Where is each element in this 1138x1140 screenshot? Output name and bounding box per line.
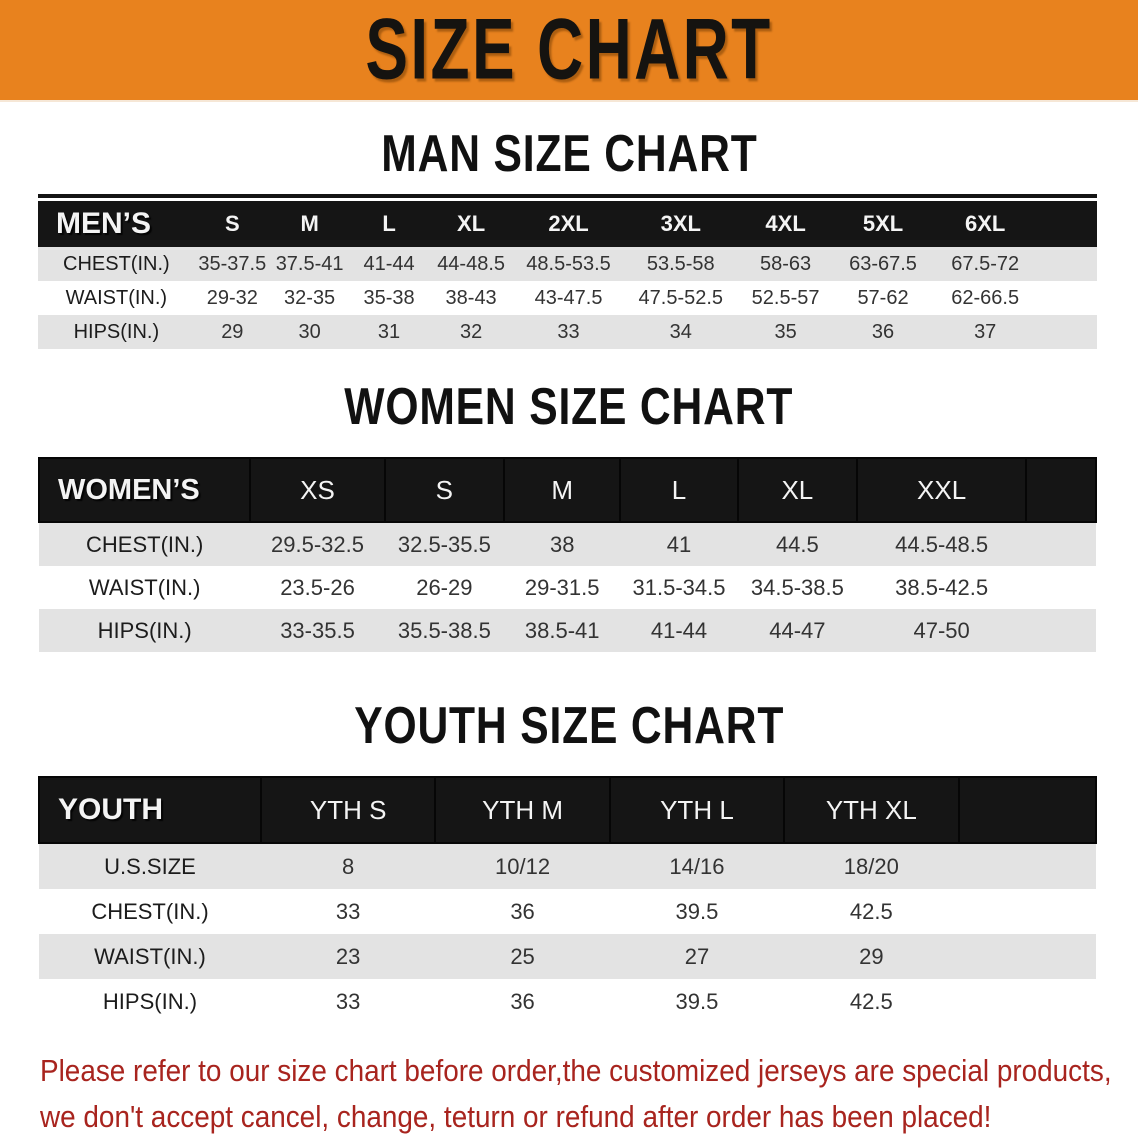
size-column-header: 3XL xyxy=(624,201,738,247)
size-value-cell: 29 xyxy=(195,315,270,349)
youth-size-table xyxy=(38,776,1097,1024)
table-row xyxy=(39,979,1096,1024)
table-corner-label: MEN’S xyxy=(38,201,195,247)
size-value-cell: 30 xyxy=(270,315,349,349)
size-value-cell: 44.5 xyxy=(738,522,857,566)
size-value-cell: 62-66.5 xyxy=(933,281,1038,315)
size-value-cell: 38 xyxy=(504,522,620,566)
size-value-cell: 33 xyxy=(513,315,623,349)
row-spacer xyxy=(959,889,1096,934)
size-value-cell: 35-38 xyxy=(349,281,428,315)
size-value-cell: 41 xyxy=(620,522,737,566)
table-row xyxy=(39,566,1096,609)
size-column-header: L xyxy=(620,458,737,522)
table-corner-label: WOMEN’S xyxy=(39,458,250,522)
size-value-cell: 29-32 xyxy=(195,281,270,315)
size-value-cell: 14/16 xyxy=(610,843,784,889)
row-spacer xyxy=(1026,566,1096,609)
size-value-cell: 26-29 xyxy=(385,566,504,609)
size-value-cell: 23 xyxy=(261,934,435,979)
size-column-header: XL xyxy=(738,458,857,522)
size-value-cell: 48.5-53.5 xyxy=(513,247,623,281)
size-value-cell: 10/12 xyxy=(435,843,609,889)
row-spacer xyxy=(1026,522,1096,566)
size-value-cell: 31.5-34.5 xyxy=(620,566,737,609)
size-column-header: YTH L xyxy=(610,777,784,843)
size-value-cell: 42.5 xyxy=(784,979,958,1024)
size-column-header: S xyxy=(385,458,504,522)
row-label: WAIST(IN.) xyxy=(38,281,195,315)
disclaimer-line-2: we don't accept cancel, change, teturn or refund after order has been placed! xyxy=(40,1099,992,1134)
size-value-cell: 43-47.5 xyxy=(513,281,623,315)
row-label: U.S.SIZE xyxy=(39,843,261,889)
size-value-cell: 63-67.5 xyxy=(833,247,933,281)
size-value-cell: 39.5 xyxy=(610,979,784,1024)
disclaimer xyxy=(40,1048,1138,1140)
header-spacer xyxy=(1026,458,1096,522)
table-row xyxy=(39,843,1096,889)
size-value-cell: 47-50 xyxy=(857,609,1026,652)
size-value-cell: 35-37.5 xyxy=(195,247,270,281)
size-column-header: L xyxy=(349,201,428,247)
size-value-cell: 39.5 xyxy=(610,889,784,934)
size-value-cell: 23.5-26 xyxy=(250,566,384,609)
row-spacer xyxy=(959,934,1096,979)
women-size-table-wrap xyxy=(38,457,1097,652)
size-value-cell: 25 xyxy=(435,934,609,979)
table-row xyxy=(38,281,1097,315)
table-corner-label: YOUTH xyxy=(39,777,261,843)
row-spacer xyxy=(1038,315,1097,349)
men-size-table xyxy=(38,201,1097,349)
size-value-cell: 36 xyxy=(435,889,609,934)
size-value-cell: 38.5-42.5 xyxy=(857,566,1026,609)
youth-section-heading xyxy=(0,697,1138,755)
header-row xyxy=(38,201,1097,247)
size-value-cell: 33 xyxy=(261,889,435,934)
size-value-cell: 42.5 xyxy=(784,889,958,934)
size-column-header: 4XL xyxy=(738,201,833,247)
size-value-cell: 53.5-58 xyxy=(624,247,738,281)
header-spacer xyxy=(959,777,1096,843)
size-value-cell: 44-47 xyxy=(738,609,857,652)
size-value-cell: 32.5-35.5 xyxy=(385,522,504,566)
size-value-cell: 37.5-41 xyxy=(270,247,349,281)
size-chart-banner xyxy=(0,0,1138,102)
size-value-cell: 58-63 xyxy=(738,247,833,281)
row-label: WAIST(IN.) xyxy=(39,566,250,609)
header-row xyxy=(39,777,1096,843)
row-label: CHEST(IN.) xyxy=(39,889,261,934)
table-row xyxy=(39,609,1096,652)
size-value-cell: 18/20 xyxy=(784,843,958,889)
size-value-cell: 47.5-52.5 xyxy=(624,281,738,315)
size-value-cell: 32-35 xyxy=(270,281,349,315)
size-column-header: S xyxy=(195,201,270,247)
size-value-cell: 67.5-72 xyxy=(933,247,1038,281)
size-value-cell: 35.5-38.5 xyxy=(385,609,504,652)
row-label: HIPS(IN.) xyxy=(39,979,261,1024)
disclaimer-line-1: Please refer to our size chart before order,the customized jerseys are special products, xyxy=(40,1053,1112,1088)
size-column-header: M xyxy=(270,201,349,247)
row-spacer xyxy=(959,979,1096,1024)
size-value-cell: 41-44 xyxy=(349,247,428,281)
row-label: HIPS(IN.) xyxy=(39,609,250,652)
size-value-cell: 35 xyxy=(738,315,833,349)
header-row xyxy=(39,458,1096,522)
size-column-header: 5XL xyxy=(833,201,933,247)
row-spacer xyxy=(1038,247,1097,281)
table-row xyxy=(39,522,1096,566)
size-value-cell: 27 xyxy=(610,934,784,979)
women-section-heading xyxy=(0,378,1138,436)
banner-title: SIZE CHART xyxy=(365,1,773,98)
size-value-cell: 38.5-41 xyxy=(504,609,620,652)
size-value-cell: 33 xyxy=(261,979,435,1024)
size-value-cell: 29-31.5 xyxy=(504,566,620,609)
table-row xyxy=(39,889,1096,934)
size-value-cell: 36 xyxy=(435,979,609,1024)
size-column-header: YTH S xyxy=(261,777,435,843)
women-section-heading-text: WOMEN SIZE CHART xyxy=(344,378,794,436)
size-value-cell: 52.5-57 xyxy=(738,281,833,315)
row-spacer xyxy=(959,843,1096,889)
men-size-table-wrap xyxy=(38,194,1097,349)
size-value-cell: 57-62 xyxy=(833,281,933,315)
size-value-cell: 44.5-48.5 xyxy=(857,522,1026,566)
size-value-cell: 34 xyxy=(624,315,738,349)
row-spacer xyxy=(1038,281,1097,315)
row-spacer xyxy=(1026,609,1096,652)
size-column-header: YTH M xyxy=(435,777,609,843)
size-value-cell: 31 xyxy=(349,315,428,349)
size-column-header: YTH XL xyxy=(784,777,958,843)
size-value-cell: 32 xyxy=(429,315,514,349)
size-value-cell: 38-43 xyxy=(429,281,514,315)
size-column-header: 6XL xyxy=(933,201,1038,247)
size-value-cell: 8 xyxy=(261,843,435,889)
header-spacer xyxy=(1038,201,1097,247)
size-column-header: XL xyxy=(429,201,514,247)
men-section-heading xyxy=(0,125,1138,183)
size-value-cell: 29.5-32.5 xyxy=(250,522,384,566)
women-size-table xyxy=(38,457,1097,652)
table-row xyxy=(38,247,1097,281)
youth-size-table-wrap xyxy=(38,776,1097,1024)
row-label: CHEST(IN.) xyxy=(39,522,250,566)
table-row xyxy=(38,315,1097,349)
size-value-cell: 44-48.5 xyxy=(429,247,514,281)
row-label: CHEST(IN.) xyxy=(38,247,195,281)
table-row xyxy=(39,934,1096,979)
size-value-cell: 33-35.5 xyxy=(250,609,384,652)
size-value-cell: 37 xyxy=(933,315,1038,349)
size-value-cell: 41-44 xyxy=(620,609,737,652)
size-column-header: 2XL xyxy=(513,201,623,247)
size-column-header: XS xyxy=(250,458,384,522)
men-section-heading-text: MAN SIZE CHART xyxy=(380,125,758,183)
youth-section-heading-text: YOUTH SIZE CHART xyxy=(353,697,785,755)
size-value-cell: 36 xyxy=(833,315,933,349)
size-value-cell: 29 xyxy=(784,934,958,979)
men-table-top-rule xyxy=(38,194,1097,198)
row-label: HIPS(IN.) xyxy=(38,315,195,349)
size-column-header: XXL xyxy=(857,458,1026,522)
row-label: WAIST(IN.) xyxy=(39,934,261,979)
size-column-header: M xyxy=(504,458,620,522)
size-value-cell: 34.5-38.5 xyxy=(738,566,857,609)
